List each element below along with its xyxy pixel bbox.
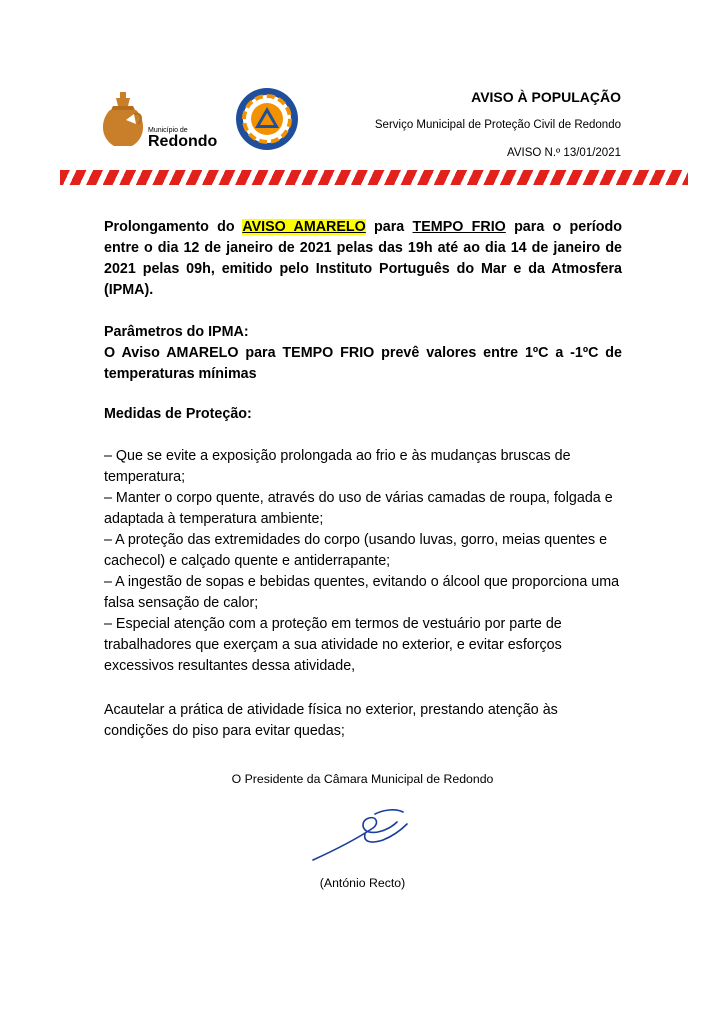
signature-icon: [305, 798, 415, 868]
closing-paragraph: Acautelar a prática de atividade física no exterior, prestando atenção às condições do piso para evitar quedas;: [104, 702, 558, 739]
warning-stripe-divider: [60, 170, 688, 185]
logo-small-text: Município de: [148, 127, 188, 134]
logo-big-text: Redondo: [148, 133, 218, 150]
measure-item: – A ingestão de sopas e bebidas quentes, evitando o álcool que proporciona uma falsa sensação de calor;: [104, 574, 620, 611]
measures-title: Medidas de Proteção:: [104, 406, 252, 422]
measure-item: – Manter o corpo quente, através do uso de várias camadas de roupa, folgada e adaptada à temperatura ambiente;: [104, 490, 613, 527]
warning-level-highlight: AVISO AMARELO: [242, 219, 366, 235]
measure-item: – Especial atenção com a proteção em termos de vestuário por parte de trabalhadores que exerçam a sua atividade no exterior, e evitar esforços excessivos resultantes dessa atividade,: [104, 616, 562, 674]
measure-item: – Que se evite a exposição prolongada ao frio e às mudanças bruscas de temperatura;: [104, 448, 571, 485]
parameters-text: O Aviso AMARELO para TEMPO FRIO prevê valores entre 1ºC a -1ºC de temperaturas mínimas: [104, 345, 622, 382]
hazard-type: TEMPO FRIO: [412, 219, 506, 235]
signatory-role: O Presidente da Câmara Municipal de Redondo: [231, 772, 494, 786]
protecao-civil-logo: [234, 86, 300, 152]
measures-list: [104, 446, 622, 677]
civil-protection-emblem-icon: [234, 86, 300, 152]
intro-text-3: para o período entre o dia 12 de janeiro de 2021 pelas das 19h até ao dia 14 de janeiro de 2021 pelas 09h, emitido pelo Instituto Português do Mar e da Atmosfera (IPMA).: [104, 219, 622, 298]
signatory-name: (António Recto): [319, 876, 406, 890]
intro-text-2: para: [365, 219, 413, 235]
measure-item: – A proteção das extremidades do corpo (usando luvas, gorro, meias quentes e cachecol) e calçado quente e antiderrapante;: [104, 532, 608, 569]
handwritten-signature: [305, 798, 415, 868]
notice-title: AVISO À POPULAÇÃO: [471, 89, 621, 105]
municipio-redondo-logo: [100, 88, 230, 150]
amphora-icon: [100, 88, 230, 150]
intro-text-1: Prolongamento do: [104, 219, 243, 235]
notice-number: AVISO N.º 13/01/2021: [507, 147, 621, 159]
service-name: Serviço Municipal de Proteção Civil de Redondo: [374, 119, 621, 131]
parameters-title: Parâmetros do IPMA:: [104, 324, 249, 340]
intro-paragraph: [104, 217, 622, 301]
